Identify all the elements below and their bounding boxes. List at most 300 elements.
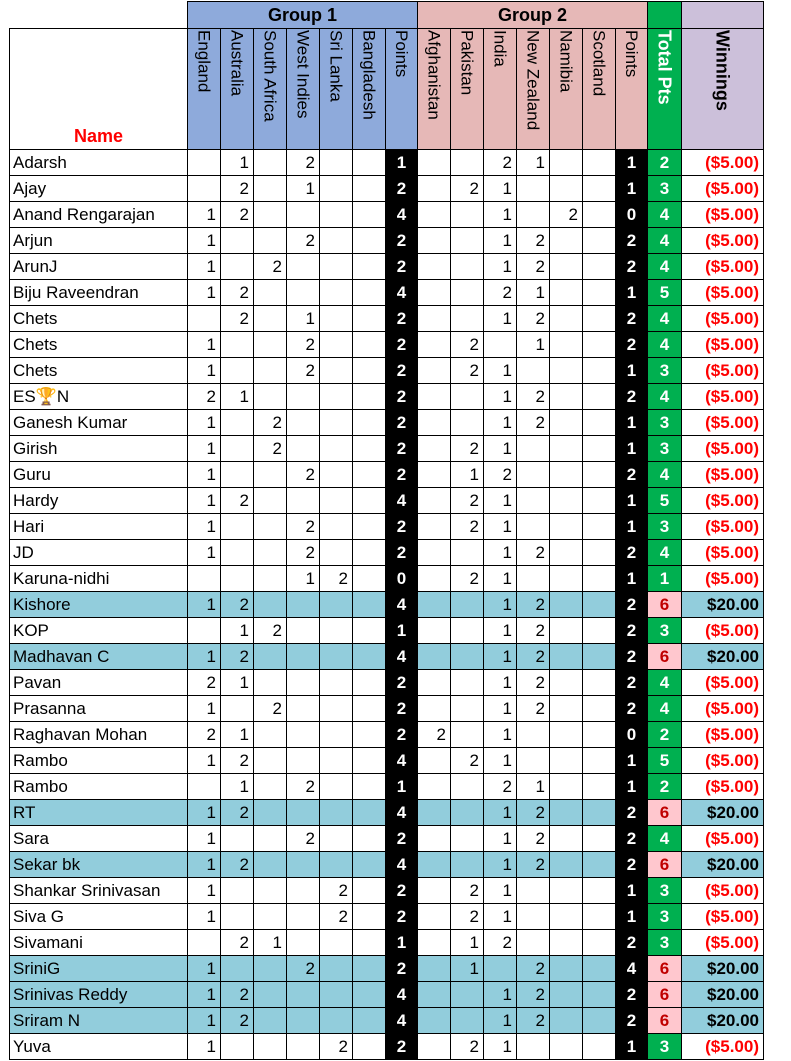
group2-pick: 2 (451, 1034, 484, 1060)
group2-points: 2 (616, 306, 648, 332)
group1-pick: 1 (188, 644, 221, 670)
group1-pick (287, 384, 320, 410)
group2-pick: 2 (451, 514, 484, 540)
group2-pick (418, 592, 451, 618)
group1-col-6 (386, 29, 418, 150)
group1-pick (287, 800, 320, 826)
group2-pick: 2 (418, 722, 451, 748)
group2-pick: 2 (451, 566, 484, 592)
group1-pick (320, 592, 353, 618)
group1-points: 4 (386, 488, 418, 514)
group2-pick (418, 618, 451, 644)
table-row (10, 202, 764, 228)
group2-pick (583, 1008, 616, 1034)
group1-pick (353, 878, 386, 904)
group2-pick (583, 436, 616, 462)
group2-pick (451, 592, 484, 618)
group2-pick: 1 (484, 202, 517, 228)
player-name: KOP (10, 618, 188, 644)
group2-pick: 2 (451, 878, 484, 904)
group1-pick: 2 (221, 202, 254, 228)
group2-points: 4 (616, 956, 648, 982)
group1-pick: 1 (188, 800, 221, 826)
group2-pick (451, 800, 484, 826)
winnings-amount: ($5.00) (682, 904, 764, 930)
total-points: 2 (648, 722, 682, 748)
group2-pick (550, 722, 583, 748)
group2-pick (484, 332, 517, 358)
group2-pick (583, 150, 616, 176)
group2-pick: 1 (484, 306, 517, 332)
group2-points: 1 (616, 514, 648, 540)
group1-pick (221, 1034, 254, 1060)
group1-pick: 1 (221, 150, 254, 176)
player-name: Anand Rengarajan (10, 202, 188, 228)
group1-pick (353, 592, 386, 618)
group1-pick (353, 722, 386, 748)
winnings-amount: ($5.00) (682, 332, 764, 358)
winnings-amount: $20.00 (682, 1008, 764, 1034)
group1-pick (287, 904, 320, 930)
table-row (10, 800, 764, 826)
group2-pick (418, 332, 451, 358)
total-points: 3 (648, 618, 682, 644)
group1-pick (353, 800, 386, 826)
group2-pick (418, 826, 451, 852)
group1-points: 4 (386, 592, 418, 618)
group2-points: 1 (616, 774, 648, 800)
group2-pick (550, 358, 583, 384)
table-row (10, 176, 764, 202)
group1-pick (254, 800, 287, 826)
group2-pick (451, 254, 484, 280)
group1-pick: 2 (320, 878, 353, 904)
group1-pick: 1 (221, 722, 254, 748)
group1-pick (287, 878, 320, 904)
group2-pick (550, 1034, 583, 1060)
player-name: Kishore (10, 592, 188, 618)
group1-pick (353, 488, 386, 514)
group1-pick (254, 670, 287, 696)
total-points: 6 (648, 592, 682, 618)
winnings-amount: ($5.00) (682, 306, 764, 332)
group1-pick (254, 644, 287, 670)
group1-pick (320, 488, 353, 514)
group1-pick: 2 (221, 852, 254, 878)
group2-pick (583, 722, 616, 748)
group1-pick (353, 332, 386, 358)
group2-points: 2 (616, 930, 648, 956)
total-points: 4 (648, 826, 682, 852)
group2-points: 1 (616, 280, 648, 306)
group1-pick: 2 (221, 306, 254, 332)
group1-pick: 2 (221, 982, 254, 1008)
group2-pick: 2 (517, 306, 550, 332)
winnings-amount: $20.00 (682, 644, 764, 670)
total-points: 4 (648, 202, 682, 228)
group2-pick (583, 826, 616, 852)
group2-pick (583, 774, 616, 800)
group2-points: 0 (616, 722, 648, 748)
group1-pick: 2 (287, 358, 320, 384)
group2-pick (583, 384, 616, 410)
group2-pick (583, 852, 616, 878)
group1-pick: 2 (221, 592, 254, 618)
player-name: JD (10, 540, 188, 566)
group2-col-0-label: Afghanistan (424, 30, 444, 120)
group2-pick: 2 (484, 462, 517, 488)
group1-col-4 (320, 29, 353, 150)
group1-pick (254, 774, 287, 800)
group2-pick (550, 332, 583, 358)
group1-pick (254, 722, 287, 748)
group1-points: 2 (386, 696, 418, 722)
group2-pick (550, 410, 583, 436)
group1-pick (254, 176, 287, 202)
winnings-amount: ($5.00) (682, 696, 764, 722)
group2-pick (583, 566, 616, 592)
group2-pick (550, 852, 583, 878)
group2-pick: 1 (484, 852, 517, 878)
group1-pick (353, 462, 386, 488)
table-row (10, 644, 764, 670)
total-points: 3 (648, 904, 682, 930)
group2-pick (583, 228, 616, 254)
group2-pick (583, 982, 616, 1008)
group1-pick (353, 644, 386, 670)
group2-pick: 1 (484, 1034, 517, 1060)
group1-pick: 2 (287, 332, 320, 358)
group1-pick (287, 852, 320, 878)
group1-pick (221, 436, 254, 462)
group2-pick (583, 878, 616, 904)
group2-pick (418, 306, 451, 332)
group2-points: 1 (616, 150, 648, 176)
group2-pick: 1 (484, 696, 517, 722)
group1-pick: 1 (188, 254, 221, 280)
group2-pick: 2 (451, 748, 484, 774)
group1-pick: 2 (221, 176, 254, 202)
group1-pick (353, 176, 386, 202)
group2-pick (550, 254, 583, 280)
group2-pick: 1 (484, 618, 517, 644)
group2-pick (418, 280, 451, 306)
total-points: 3 (648, 176, 682, 202)
total-points: 3 (648, 930, 682, 956)
group2-pick (517, 1034, 550, 1060)
group2-pick (517, 488, 550, 514)
group2-pick (550, 436, 583, 462)
group1-pick (287, 410, 320, 436)
group2-pick (583, 514, 616, 540)
group1-pick (353, 930, 386, 956)
group2-col-2 (484, 29, 517, 150)
group1-pick (320, 462, 353, 488)
group1-pick (221, 826, 254, 852)
group2-pick: 1 (451, 462, 484, 488)
group1-pick (320, 176, 353, 202)
group2-pick (418, 436, 451, 462)
group2-pick: 1 (484, 176, 517, 202)
group1-points: 2 (386, 228, 418, 254)
group1-pick (353, 774, 386, 800)
group1-pick (221, 956, 254, 982)
player-name: Biju Raveendran (10, 280, 188, 306)
group1-pick (254, 826, 287, 852)
group1-pick: 2 (320, 904, 353, 930)
group1-pick: 2 (254, 410, 287, 436)
total-points: 1 (648, 566, 682, 592)
group2-points: 1 (616, 878, 648, 904)
group2-points: 1 (616, 488, 648, 514)
total-points: 4 (648, 540, 682, 566)
group2-pick: 1 (484, 384, 517, 410)
player-name: Sara (10, 826, 188, 852)
group2-pick: 2 (517, 618, 550, 644)
group2-pick (517, 566, 550, 592)
group1-pick: 2 (287, 150, 320, 176)
group1-pick (287, 488, 320, 514)
table-row (10, 670, 764, 696)
group1-pick (254, 956, 287, 982)
group2-col-3 (517, 29, 550, 150)
group1-pick (353, 228, 386, 254)
group1-pick (320, 774, 353, 800)
total-points: 3 (648, 514, 682, 540)
group2-pick (550, 306, 583, 332)
group1-points: 4 (386, 852, 418, 878)
total-points: 2 (648, 774, 682, 800)
group1-pick (320, 202, 353, 228)
group1-pick (254, 904, 287, 930)
group2-pick (418, 878, 451, 904)
winnings-amount: ($5.00) (682, 722, 764, 748)
group2-pick (418, 462, 451, 488)
group2-pick: 2 (451, 904, 484, 930)
group2-pick (550, 592, 583, 618)
group1-pick: 2 (221, 800, 254, 826)
group1-pick: 2 (287, 774, 320, 800)
group1-pick (254, 306, 287, 332)
group2-pick (583, 956, 616, 982)
group1-pick: 2 (287, 540, 320, 566)
group1-pick (320, 1008, 353, 1034)
group1-pick (320, 514, 353, 540)
group2-points: 1 (616, 566, 648, 592)
group2-pick (550, 228, 583, 254)
group2-pick: 1 (484, 904, 517, 930)
group2-points: 2 (616, 826, 648, 852)
group1-pick: 1 (188, 956, 221, 982)
group2-pick (451, 644, 484, 670)
group1-pick (254, 462, 287, 488)
group1-pick (254, 878, 287, 904)
group1-pick (287, 436, 320, 462)
table-row (10, 956, 764, 982)
group2-pick: 1 (484, 878, 517, 904)
table-row (10, 852, 764, 878)
group1-col-1 (221, 29, 254, 150)
group1-pick: 2 (287, 826, 320, 852)
group2-points: 2 (616, 670, 648, 696)
group1-pick (320, 254, 353, 280)
group1-pick (353, 514, 386, 540)
group1-pick (353, 904, 386, 930)
group1-pick (353, 696, 386, 722)
group2-pick (517, 436, 550, 462)
group1-points: 2 (386, 514, 418, 540)
player-name: Hardy (10, 488, 188, 514)
group2-pick (517, 930, 550, 956)
group2-pick: 1 (484, 540, 517, 566)
group1-col-2-label: South Africa (260, 30, 280, 122)
group1-points: 2 (386, 358, 418, 384)
group2-pick (583, 540, 616, 566)
group1-pick (287, 254, 320, 280)
group1-pick: 1 (188, 514, 221, 540)
player-name: Chets (10, 358, 188, 384)
winnings-amount: ($5.00) (682, 384, 764, 410)
group2-pick (418, 410, 451, 436)
group1-pick (188, 566, 221, 592)
group2-pick (451, 696, 484, 722)
group2-pick (550, 176, 583, 202)
group1-pick (287, 748, 320, 774)
group1-pick: 1 (188, 540, 221, 566)
group2-pick (550, 930, 583, 956)
group2-points: 2 (616, 228, 648, 254)
table-row (10, 1034, 764, 1060)
group1-points: 2 (386, 540, 418, 566)
group2-pick: 1 (484, 358, 517, 384)
group2-col-4-label: Namibia (556, 30, 576, 93)
group2-pick (517, 176, 550, 202)
group2-pick: 2 (517, 410, 550, 436)
group1-pick: 1 (188, 748, 221, 774)
winnings-amount: ($5.00) (682, 202, 764, 228)
total-points: 4 (648, 306, 682, 332)
group2-pick (550, 800, 583, 826)
group1-pick (353, 436, 386, 462)
group1-pick (353, 410, 386, 436)
group2-pick (583, 930, 616, 956)
total-points: 4 (648, 384, 682, 410)
group1-pick: 1 (287, 176, 320, 202)
group1-pick (254, 1034, 287, 1060)
group1-pick: 1 (188, 410, 221, 436)
player-name: Arjun (10, 228, 188, 254)
group2-pick (418, 202, 451, 228)
group1-col-6-label: Points (392, 30, 411, 78)
group1-pick (320, 644, 353, 670)
group2-pick (418, 488, 451, 514)
winnings-amount: $20.00 (682, 800, 764, 826)
group1-pick (320, 748, 353, 774)
group2-pick: 2 (517, 982, 550, 1008)
group2-pick (418, 150, 451, 176)
group2-pick (418, 774, 451, 800)
group1-pick (320, 982, 353, 1008)
group2-pick (550, 540, 583, 566)
group1-col-3-label: West Indies (293, 30, 313, 119)
group2-pick (583, 254, 616, 280)
group2-pick (583, 592, 616, 618)
group2-pick: 2 (517, 696, 550, 722)
player-name: Chets (10, 332, 188, 358)
group2-pick: 1 (484, 644, 517, 670)
group2-pick: 1 (517, 150, 550, 176)
group1-pick: 2 (287, 228, 320, 254)
group2-points: 2 (616, 852, 648, 878)
group2-pick (517, 748, 550, 774)
winnings-amount: $20.00 (682, 956, 764, 982)
group1-pick (188, 618, 221, 644)
group1-pick: 1 (188, 280, 221, 306)
group1-pick: 2 (254, 696, 287, 722)
group1-points: 4 (386, 644, 418, 670)
group2-points: 2 (616, 800, 648, 826)
total-points: 6 (648, 800, 682, 826)
table-row (10, 150, 764, 176)
group2-pick: 2 (517, 644, 550, 670)
table-row (10, 930, 764, 956)
group2-pick (418, 176, 451, 202)
group2-pick: 2 (517, 670, 550, 696)
group1-pick (254, 1008, 287, 1034)
name-header: Name (10, 29, 188, 150)
group2-pick: 1 (484, 826, 517, 852)
winnings-amount: ($5.00) (682, 514, 764, 540)
total-points: 4 (648, 462, 682, 488)
group1-pick (254, 228, 287, 254)
player-name: Rambo (10, 774, 188, 800)
group1-pick: 1 (188, 826, 221, 852)
group1-pick (320, 826, 353, 852)
group2-points: 1 (616, 410, 648, 436)
group2-pick (517, 202, 550, 228)
group1-pick (287, 202, 320, 228)
group2-pick: 1 (484, 1008, 517, 1034)
group2-pick (418, 930, 451, 956)
group1-points: 2 (386, 878, 418, 904)
group2-pick (550, 514, 583, 540)
group1-pick (254, 384, 287, 410)
group1-pick (221, 332, 254, 358)
group2-pick (550, 774, 583, 800)
group1-pick: 2 (221, 1008, 254, 1034)
group1-pick: 2 (287, 514, 320, 540)
group1-pick: 1 (188, 202, 221, 228)
group2-pick (418, 228, 451, 254)
group1-pick (353, 852, 386, 878)
winnings-amount: ($5.00) (682, 930, 764, 956)
winnings-amount: ($5.00) (682, 176, 764, 202)
table-row (10, 384, 764, 410)
group1-pick (320, 332, 353, 358)
group2-pick (550, 982, 583, 1008)
group2-points: 1 (616, 358, 648, 384)
group2-pick (550, 670, 583, 696)
table-row (10, 306, 764, 332)
total-points: 5 (648, 748, 682, 774)
group1-points: 2 (386, 254, 418, 280)
group2-pick (418, 696, 451, 722)
group2-pick (451, 280, 484, 306)
group2-points: 1 (616, 904, 648, 930)
winnings-amount: ($5.00) (682, 254, 764, 280)
group1-points: 2 (386, 436, 418, 462)
group1-pick: 1 (188, 878, 221, 904)
